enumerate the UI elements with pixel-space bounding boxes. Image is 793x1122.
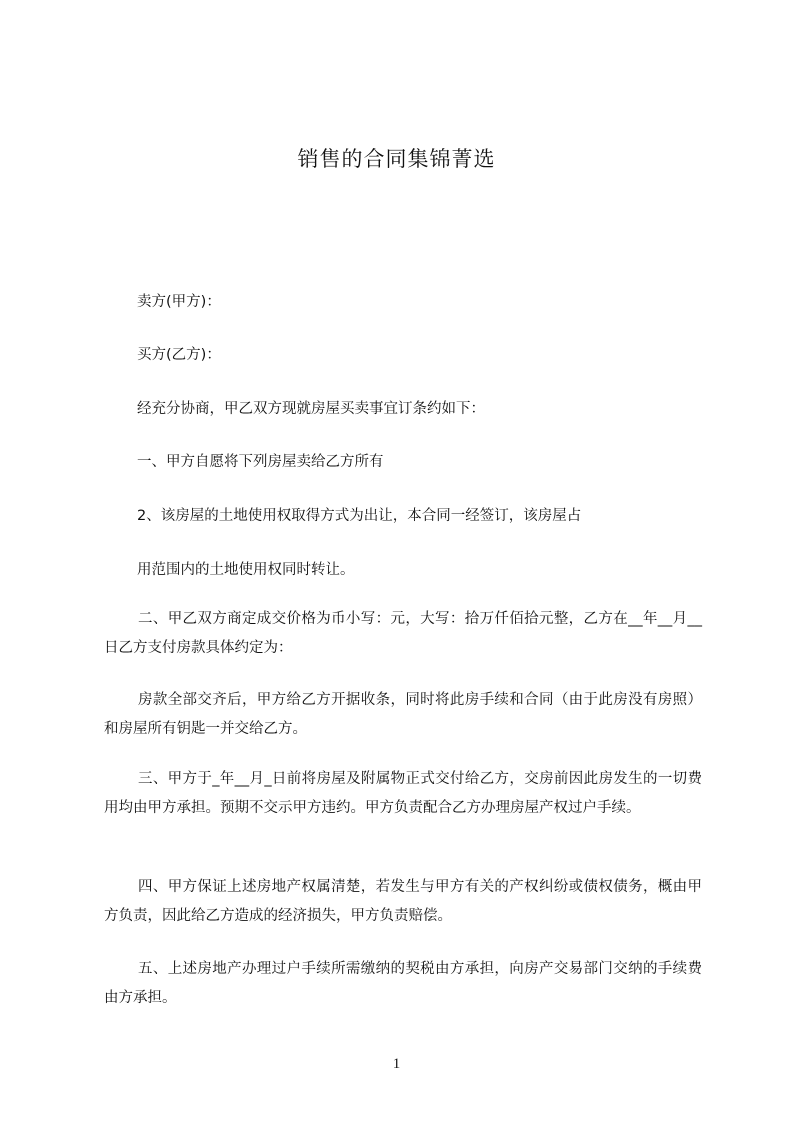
page-number: 1: [392, 1056, 401, 1072]
document-title: 销售的合同集锦菁选: [297, 147, 496, 171]
clause-2-detail: 房款全部交齐后，甲方给乙方开据收条，同时将此房手续和合同（由于此房没有房照）和房屋所有钥匙一并交给乙方。: [104, 692, 702, 737]
clause-2: 二、甲乙双方商定成交价格为币小写：元，大写：拾万仟佰拾元整，乙方在__年__月__日乙方支付房款具体约定为：: [104, 611, 702, 656]
clause-3: 三、甲方于_年__月_日前将房屋及附属物正式交付给乙方，交房前因此房发生的一切费用均由甲方承担。预期不交示甲方违约。甲方负责配合乙方办理房屋产权过户手续。: [104, 771, 702, 816]
buyer-line: 买方(乙方)：: [137, 347, 221, 363]
intro-paragraph: 经充分协商，甲乙双方现就房屋买卖事宜订条约如下：: [137, 401, 485, 417]
clause-1: 一、甲方自愿将下列房屋卖给乙方所有: [137, 454, 384, 470]
clause-1-item-2-line-2: 用范围内的土地使用权同时转让。: [137, 562, 355, 578]
seller-line: 卖方(甲方)：: [137, 294, 221, 310]
clause-4: 四、甲方保证上述房地产权属清楚，若发生与甲方有关的产权纠纷或债权债务，概由甲方负责，因此给乙方造成的经济损失，甲方负责赔偿。: [104, 879, 702, 924]
clause-5: 五、上述房地产办理过户手续所需缴纳的契税由方承担，向房产交易部门交纳的手续费由方承担。: [104, 961, 702, 1006]
clause-1-item-2-line-1: 2、该房屋的土地使用权取得方式为出让，本合同一经签订，该房屋占: [137, 508, 582, 524]
